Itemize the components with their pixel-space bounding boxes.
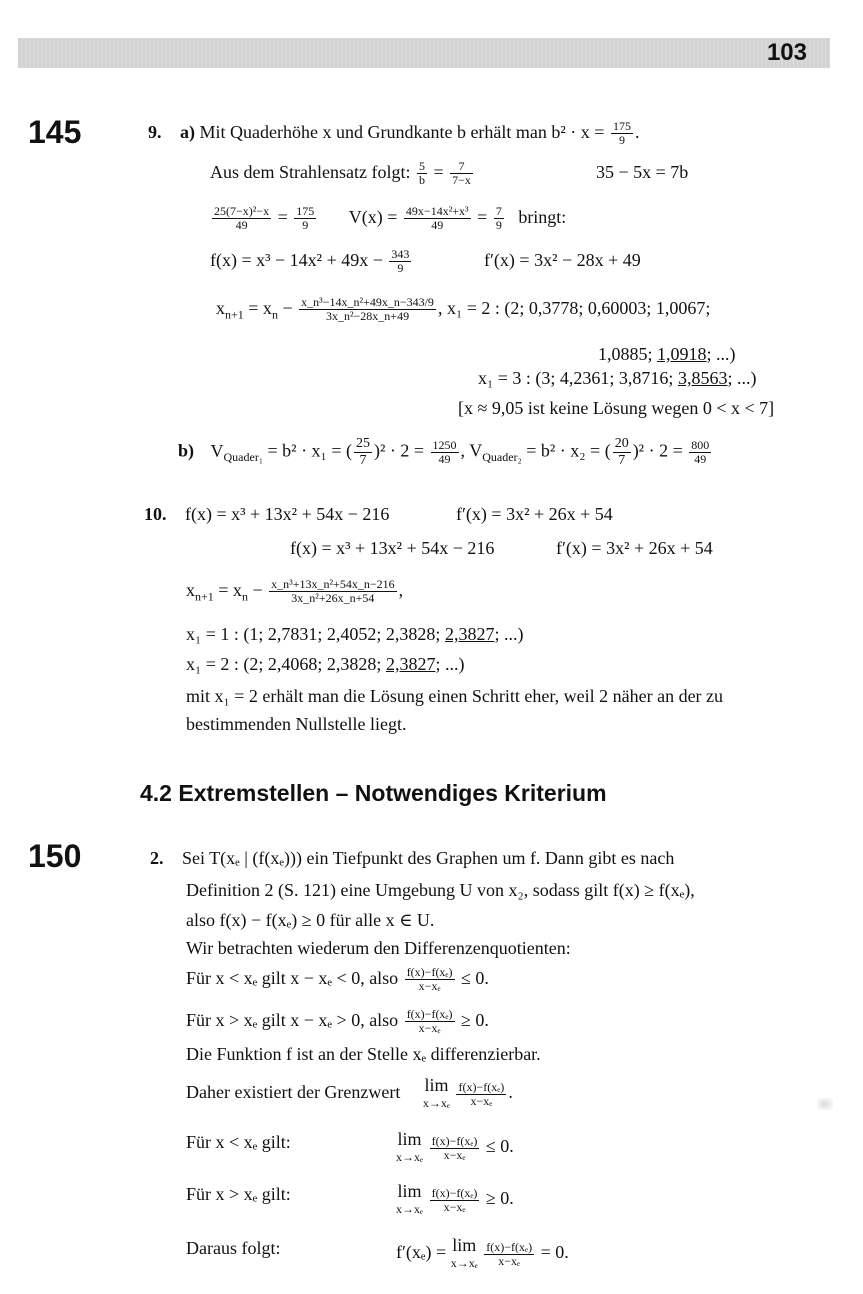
p2-line5 xyxy=(186,966,489,993)
p2-dq-4: $\frac{\text{f(x)−f(xₑ)}}{\text{x−xₑ}}$ xyxy=(431,1133,478,1162)
fraction-25-49: $\frac{\text{25(7−x)²−x}}{49}$ xyxy=(214,204,270,233)
p10-fprime-repeat: f′(x) = 3x² + 26x + 54 xyxy=(556,538,713,558)
v-quader2-sub: Quader₂ xyxy=(482,450,522,465)
p10-f-repeat: f(x) = x³ + 13x² + 54x − 216 xyxy=(290,538,495,558)
fraction-7-9: $\frac{7}{9}$ xyxy=(495,204,502,233)
x1-2-continued xyxy=(598,342,736,366)
p2-ge0-2: ≥ 0. xyxy=(485,1188,514,1209)
p2-line9: Für x < xₑ gilt: xyxy=(186,1132,291,1152)
strahlensatz-text: Aus dem Strahlensatz folgt: xyxy=(210,162,411,182)
fraction-25-7: $\frac{25}{7}$ xyxy=(355,436,370,468)
x1-3-underlined: 3,8563 xyxy=(677,368,728,388)
fraction-5-b: $\frac{5}{b}$ xyxy=(418,159,425,188)
newton-fraction: $\frac{\text{x\_n³−14x\_n²+49x\_n−343/9}}{\text{3x\_n²−28x\_n+49}}$ xyxy=(301,295,434,324)
equation-35: 35 − 5x = 7b xyxy=(596,162,689,182)
p2-line6 xyxy=(186,1008,489,1035)
p2-dq-3: $\frac{\text{f(x)−f(xₑ)}}{\text{x−xₑ}}$ xyxy=(458,1079,505,1108)
note-line: [x ≈ 9,05 ist keine Lösung wegen 0 < x < 7] xyxy=(458,398,775,418)
p2-line7: Die Funktion f ist an der Stelle xₑ differenzierbar. xyxy=(186,1044,541,1064)
margin-number-150: 150 xyxy=(28,838,82,874)
v1: V xyxy=(210,440,224,461)
p2-line1 xyxy=(150,846,674,870)
p10-text2: bestimmenden Nullstelle liegt. xyxy=(186,714,407,734)
x1-3-post: ; ...) xyxy=(727,368,757,388)
fraction-175-9-b: $\frac{175}{9}$ xyxy=(296,204,315,233)
fraction-vx: $\frac{\text{49x−14x²+x³}}{49}$ xyxy=(405,204,469,233)
p10-eqxn: = x xyxy=(213,580,242,600)
x1-3-sequence xyxy=(478,366,756,390)
fx-line xyxy=(210,248,413,275)
p2-dot: . xyxy=(508,1082,513,1103)
fraction-1250-49: $\frac{1250}{49}$ xyxy=(432,438,457,466)
problem-9-a-line: 9. a) Mit Quaderhöhe x und Grundkante b erhält man b² · x = $\frac{175}{9}$ . xyxy=(148,119,640,148)
b-mid2: )² · 2 = xyxy=(373,440,425,461)
eqxn: = x xyxy=(243,298,272,318)
lim-3: lim x→xₑ xyxy=(396,1181,424,1216)
p10-r2-underlined: 2,3827 xyxy=(385,654,436,674)
x1-2b-pre: 1,0885; xyxy=(598,344,653,364)
p2-line11: Daraus folgt: xyxy=(186,1238,281,1258)
lim-4: lim x→xₑ xyxy=(450,1235,478,1270)
fraction-343-9: $\frac{343}{9}$ xyxy=(391,247,410,276)
p2-dq-6: $\frac{\text{f(x)−f(xₑ)}}{\text{x−xₑ}}$ xyxy=(486,1239,533,1268)
p2-dq-5: $\frac{\text{f(x)−f(xₑ)}}{\text{x−xₑ}}$ xyxy=(431,1185,478,1214)
x1-2b-post: ; ...) xyxy=(706,344,736,364)
p10-newton-line: $x_{n+1} = x_n$ − $\frac{\text{x\_n³+13x\_n²+54x\_n−216}}{\text{3x\_n²+26x\_n+54}}$ , xyxy=(186,577,404,606)
p2-line3: also f(x) − f(xₑ) ≥ 0 für alle x ∈ U. xyxy=(186,910,435,930)
p2-line9-math xyxy=(396,1130,514,1166)
x1-2b-underlined: 1,0918 xyxy=(657,344,707,364)
fraction-20-7: $\frac{20}{7}$ xyxy=(614,436,629,468)
p10-r2-post: ; ...) xyxy=(435,654,465,674)
margin-number-145: 145 xyxy=(28,114,82,150)
section-heading: 4.2 Extremstellen – Notwendiges Kriterium xyxy=(140,780,607,806)
p2-l6-pre: Für x > xₑ gilt x − xₑ > 0, also xyxy=(186,1010,399,1030)
lim-2: lim x→xₑ xyxy=(396,1129,424,1164)
p10-r1-post: ; ...) xyxy=(494,624,524,644)
part-b-label: b) xyxy=(178,440,195,461)
p10-xn1-sub: n+1 xyxy=(195,589,214,604)
fraction-800-49: $\frac{800}{49}$ xyxy=(691,438,710,466)
p2-dq-1: $\frac{\text{f(x)−f(xₑ)}}{\text{x−xₑ}}$ xyxy=(406,965,453,994)
p2-l8: Daher existiert der Grenzwert xyxy=(186,1082,401,1103)
fraction-175-9: $\frac{175}{9}$ xyxy=(612,119,631,148)
problem-9-label: 9. xyxy=(148,122,162,142)
newton-line xyxy=(216,296,710,327)
p2-eq0: = 0. xyxy=(540,1242,569,1263)
p10-f: f(x) = x³ + 13x² + 54x − 216 xyxy=(185,504,390,524)
p10-r1-pre: x₁ = 1 : (1; 2,7831; 2,4052; 2,3828; xyxy=(186,624,441,644)
p10-minus: − xyxy=(247,580,263,600)
p2-line4: Wir betrachten wiederum den Differenzenquotienten: xyxy=(186,938,571,958)
b-mid1: = b² · x₁ = ( xyxy=(263,440,352,461)
p10-fprime: f′(x) = 3x² + 26x + 54 xyxy=(456,504,613,524)
part-b-line: b) $V_{Quader_1} = b^2 \cdot x_1$ = ( $\frac{25}{7}$ )² · 2 = $\frac{1250}{49}$ , $V_{Quader_2} = b^2 \cdot x_2$ = ( $\frac{20}{7}$ )² · 2 = $\frac{800}{49}$ xyxy=(178,436,710,468)
p2-line11-math xyxy=(396,1236,569,1272)
p10-result1 xyxy=(186,622,523,646)
p10-xn1: x xyxy=(186,580,195,600)
strahlensatz-line: Aus dem Strahlensatz folgt: $\frac{5}{b}$ = $\frac{7}{7-x}$ xyxy=(210,159,471,188)
lim-1: lim x→xₑ xyxy=(422,1075,450,1110)
fraction-7-7x: $\frac{7}{7-x}$ xyxy=(452,159,471,188)
page-number: 103 xyxy=(766,39,807,66)
volume-line: $\frac{\text{25(7−x)²−x}}{49}$ = $\frac{175}{9}$ V(x) = $\frac{\text{49x−14x²+x³}}{49}$ = $\frac{7}{9}$ bringt: xyxy=(214,204,567,233)
p10-r1-underlined: 2,3827 xyxy=(444,624,495,644)
bringt-text: bringt: xyxy=(518,207,567,227)
xn1-sub: n+1 xyxy=(225,307,244,322)
p2-line10: Für x > xₑ gilt: xyxy=(186,1184,291,1204)
header-band xyxy=(18,38,830,68)
p2-le0-2: ≤ 0. xyxy=(485,1136,514,1157)
p2-line10-math xyxy=(396,1182,514,1218)
b-mid3: = b² · x₂ = ( xyxy=(521,440,611,461)
fx-text: f(x) = x³ − 14x² + 49x − xyxy=(210,250,383,270)
v2: V xyxy=(469,440,483,461)
p10-newton-fraction: $\frac{\text{x\_n³+13x\_n²+54x\_n−216}}{\text{3x\_n²+26x\_n+54}}$ xyxy=(271,577,395,606)
p10-text1: mit x₁ = 2 erhält man die Lösung einen Schritt eher, weil 2 näher an der zu xyxy=(186,686,724,706)
vx-label: V(x) = xyxy=(348,207,398,227)
fprime-text: f′(x) = 3x² − 28x + 49 xyxy=(484,250,641,270)
part-a-label: a) xyxy=(180,122,195,142)
p2-line2: Definition 2 (S. 121) eine Umgebung U von x₂, sodass gilt f(x) ≥ f(xₑ), xyxy=(186,880,695,900)
p2-dq-2: $\frac{\text{f(x)−f(xₑ)}}{\text{x−xₑ}}$ xyxy=(406,1007,453,1036)
p2-l1: Sei T(xₑ | (f(xₑ))) ein Tiefpunkt des Graphen um f. Dann gibt es nach xyxy=(182,848,675,868)
problem-10-line1 xyxy=(144,502,389,526)
x1-3-pre: x₁ = 3 : (3; 4,2361; 3,8716; xyxy=(478,368,674,388)
problem-2-label: 2. xyxy=(150,848,164,868)
minus: − xyxy=(277,298,293,318)
p2-le0-1: ≤ 0. xyxy=(461,968,489,988)
page-smudge xyxy=(817,1098,833,1110)
xn-sub: n xyxy=(271,307,278,322)
b-mid4: )² · 2 = xyxy=(632,440,683,461)
intro-text: Mit Quaderhöhe x und Grundkante b erhält man b² · x = xyxy=(199,122,605,142)
p10-xn-sub: n xyxy=(241,589,248,604)
p2-ge0-1: ≥ 0. xyxy=(461,1010,489,1030)
xn1: x xyxy=(216,298,225,318)
p2-fprime: f′(xₑ) = xyxy=(396,1242,447,1263)
p2-l5-pre: Für x < xₑ gilt x − xₑ < 0, also xyxy=(186,968,399,988)
p10-result2 xyxy=(186,652,464,676)
p2-line8 xyxy=(186,1076,513,1112)
x1-2-sequence: , x₁ = 2 : (2; 0,3778; 0,60003; 1,0067; xyxy=(437,298,711,318)
problem-10-label: 10. xyxy=(144,504,167,524)
v-quader1-sub: Quader₁ xyxy=(223,450,264,465)
p10-r2-pre: x₁ = 2 : (2; 2,4068; 2,3828; xyxy=(186,654,382,674)
